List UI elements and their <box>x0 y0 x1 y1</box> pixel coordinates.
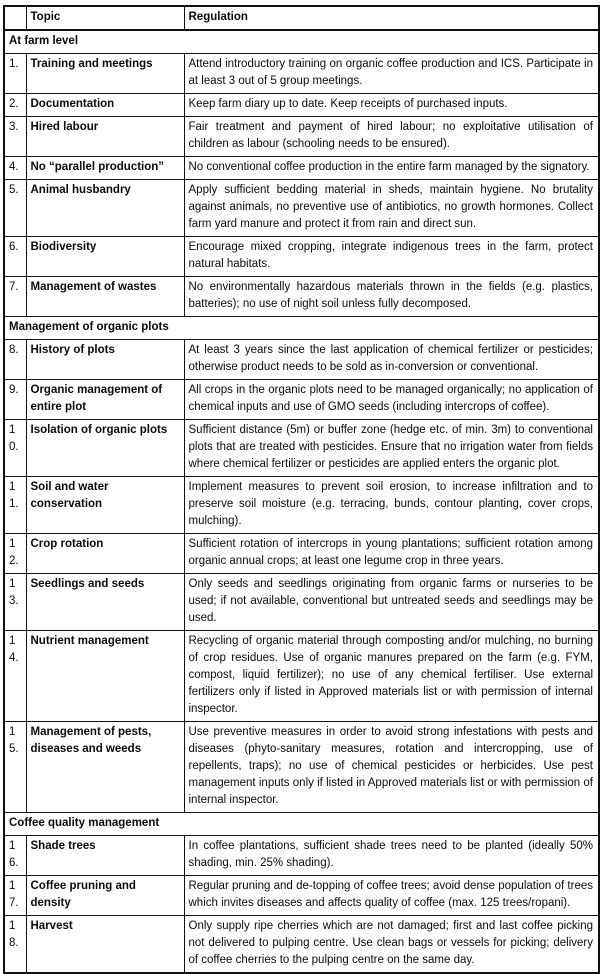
row-number: 17. <box>4 876 26 916</box>
topic-cell: History of plots <box>26 340 184 380</box>
table-row <box>4 340 599 380</box>
regulation-cell: No environmentally hazardous materials thrown in the fields (e.g. plastics, batteries); no use of night soil unless fully decomposed. <box>184 277 599 317</box>
table-row <box>4 631 599 722</box>
table-row <box>4 477 599 534</box>
table-row <box>4 54 599 94</box>
row-number: 6. <box>4 237 26 277</box>
regulation-cell: Keep farm diary up to date. Keep receipts of purchased inputs. <box>184 94 599 117</box>
topic-cell: Seedlings and seeds <box>26 574 184 631</box>
header-topic-cell: Topic <box>26 6 184 30</box>
section-title-management-of-organic-plots: Management of organic plots <box>4 317 599 340</box>
regulation-cell: Encourage mixed cropping, integrate indigenous trees in the farm, protect natural habitats. <box>184 237 599 277</box>
table-row <box>4 180 599 237</box>
table-row <box>4 420 599 477</box>
table-row <box>4 836 599 876</box>
topic-cell: Coffee pruning and density <box>26 876 184 916</box>
topic-cell: Harvest <box>26 916 184 974</box>
topic-cell: Management of pests, diseases and weeds <box>26 722 184 813</box>
row-number: 8. <box>4 340 26 380</box>
table-row <box>4 574 599 631</box>
row-number: 3. <box>4 117 26 157</box>
table-row <box>4 916 599 974</box>
regulation-cell: In coffee plantations, sufficient shade trees need to be planted (ideally 50% shading, min. 25% shading). <box>184 836 599 876</box>
regulation-cell: Sufficient rotation of intercrops in young plantations; sufficient rotation among organic annual crops; at least one legume crop in three years. <box>184 534 599 574</box>
table-row <box>4 157 599 180</box>
topic-cell: Nutrient management <box>26 631 184 722</box>
row-number: 1. <box>4 54 26 94</box>
regulation-cell: At least 3 years since the last application of chemical fertilizer or pesticides; otherwise product needs to be sold as in-conversion or conventional. <box>184 340 599 380</box>
header-regulation-cell: Regulation <box>184 6 599 30</box>
row-number: 14. <box>4 631 26 722</box>
table-row <box>4 534 599 574</box>
regulation-cell: No conventional coffee production in the entire farm managed by the signatory. <box>184 157 599 180</box>
row-number: 13. <box>4 574 26 631</box>
topic-cell: Biodiversity <box>26 237 184 277</box>
header-number-cell <box>4 6 26 30</box>
regulation-cell: Sufficient distance (5m) or buffer zone (hedge etc. of min. 3m) to conventional plots that are treated with pesticides. Ensure that no irrigation water from fields where chemical fertilizer or pesticides are applied enters the organic plot. <box>184 420 599 477</box>
regulation-cell: Implement measures to prevent soil erosion, to increase infiltration and to preserve soil moisture (e.g. terracing, bunds, contour planting, cover crops, mulching). <box>184 477 599 534</box>
topic-cell: Management of wastes <box>26 277 184 317</box>
topic-cell: Crop rotation <box>26 534 184 574</box>
regulations-table <box>3 5 600 974</box>
regulation-cell: Apply sufficient bedding material in sheds, maintain hygiene. No brutality against animals, no preventive use of antibiotics, no growth hormones. Collect farm yard manure and protect it from rain and direct sun. <box>184 180 599 237</box>
topic-cell: Soil and water conservation <box>26 477 184 534</box>
topic-cell: Shade trees <box>26 836 184 876</box>
row-number: 2. <box>4 94 26 117</box>
section-header-row <box>4 30 599 54</box>
section-title-coffee-quality-management: Coffee quality management <box>4 813 599 836</box>
regulation-cell: Regular pruning and de-topping of coffee trees; avoid dense population of trees which invites diseases and affects quality of coffee (max. 125 trees/ropani). <box>184 876 599 916</box>
row-number: 4. <box>4 157 26 180</box>
topic-cell: Documentation <box>26 94 184 117</box>
regulation-cell: All crops in the organic plots need to be managed organically; no application of chemical inputs and use of GMO seeds (including intercrops of coffee). <box>184 380 599 420</box>
table-row <box>4 117 599 157</box>
regulation-cell: Only supply ripe cherries which are not damaged; first and last coffee picking not delivered to pulping centre. Use clean bags or vessels for picking; delivery of coffee cherries to the pulping centre on the same day. <box>184 916 599 974</box>
topic-cell: Animal husbandry <box>26 180 184 237</box>
row-number: 16. <box>4 836 26 876</box>
section-header-row <box>4 813 599 836</box>
row-number: 11. <box>4 477 26 534</box>
table-row <box>4 876 599 916</box>
table-header-row <box>4 6 599 30</box>
table-row <box>4 380 599 420</box>
table-row <box>4 94 599 117</box>
section-header-row <box>4 317 599 340</box>
topic-cell: Training and meetings <box>26 54 184 94</box>
regulation-cell: Fair treatment and payment of hired labour; no exploitative utilisation of children as labour (schooling needs to be ensured). <box>184 117 599 157</box>
regulation-cell: Recycling of organic material through composting and/or mulching, no burning of crop residues. Use of organic manures prepared on the farm (e.g. FYM, compost, liquid fertilizer); no use of any chemical fertiliser. Use external fertilizers only if listed in Approved materials list or with permission of internal inspector. <box>184 631 599 722</box>
row-number: 5. <box>4 180 26 237</box>
topic-cell: Isolation of organic plots <box>26 420 184 477</box>
regulation-cell: Only seeds and seedlings originating from organic farms or nurseries to be used; if not available, conventional but untreated seeds and seedlings may be used. <box>184 574 599 631</box>
row-number: 10. <box>4 420 26 477</box>
topic-cell: Hired labour <box>26 117 184 157</box>
row-number: 15. <box>4 722 26 813</box>
row-number: 7. <box>4 277 26 317</box>
row-number: 9. <box>4 380 26 420</box>
row-number: 18. <box>4 916 26 974</box>
regulation-cell: Use preventive measures in order to avoid strong infestations with pests and diseases (phyto-sanitary measures, rotation and intercropping, use of repellents, traps); no use of chemical pesticides or herbicides. Use pest management inputs only if listed in Approved materials list or with permission of internal inspector. <box>184 722 599 813</box>
table-row <box>4 277 599 317</box>
row-number: 12. <box>4 534 26 574</box>
regulation-cell: Attend introductory training on organic coffee production and ICS. Participate in at least 3 out of 5 group meetings. <box>184 54 599 94</box>
topic-cell: No “parallel production” <box>26 157 184 180</box>
table-row <box>4 722 599 813</box>
topic-cell: Organic management of entire plot <box>26 380 184 420</box>
section-title-at-farm-level: At farm level <box>4 30 599 54</box>
table-row <box>4 237 599 277</box>
